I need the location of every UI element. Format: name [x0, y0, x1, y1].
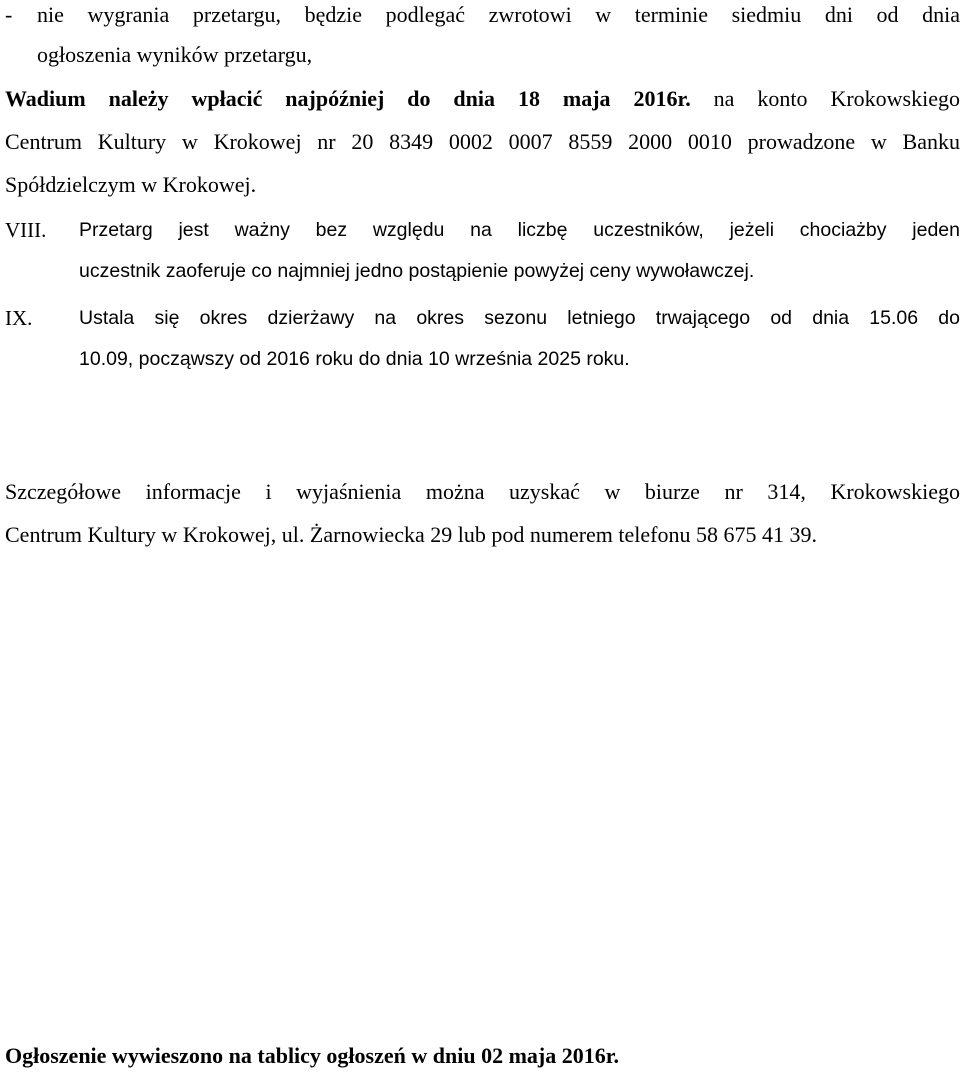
section-ix-line-2: 10.09, począwszy od 2016 roku do dnia 10 września 2025 roku. [79, 348, 630, 370]
dash-item-line-2: ogłoszenia wyników przetargu, [37, 42, 313, 67]
wadium-paragraph-line-3: Spółdzielczym w Krokowej. [5, 172, 257, 197]
wadium-paragraph-line-2: Centrum Kultury w Krokowej nr 20 8349 0002 0007 8559 2000 0010 prowadzone w Banku [5, 129, 960, 154]
wadium-paragraph-line-1 [5, 85, 960, 113]
section-viii-marker: VIII. [5, 218, 47, 242]
dash-list-marker: - [5, 2, 13, 27]
wadium-deadline-bold-text: Wadium należy wpłacić najpóźniej do dnia 18 maja 2016r. [5, 86, 691, 111]
details-paragraph-line-1: Szczegółowe informacje i wyjaśnienia można uzyskać w biurze nr 314, Krokowskiego [5, 479, 960, 504]
wadium-account-intro-text: na konto Krokowskiego [690, 86, 960, 111]
section-ix-marker: IX. [5, 306, 33, 330]
posting-date-notice: Ogłoszenie wywieszono na tablicy ogłoszeń w dniu 02 maja 2016r. [5, 1043, 619, 1068]
dash-item-line-1: nie wygrania przetargu, będzie podlegać zwrotowi w terminie siedmiu dni od dnia [37, 2, 960, 27]
section-viii-line-2: uczestnik zaoferuje co najmniej jedno postąpienie powyżej ceny wywoławczej. [79, 260, 755, 282]
section-viii-line-1: Przetarg jest ważny bez względu na liczbę uczestników, jeżeli chociażby jeden [79, 219, 960, 241]
details-paragraph-line-2: Centrum Kultury w Krokowej, ul. Żarnowiecka 29 lub pod numerem telefonu 58 675 41 39. [5, 522, 818, 547]
section-ix-line-1: Ustala się okres dzierżawy na okres sezonu letniego trwającego od dnia 15.06 do [79, 307, 960, 329]
